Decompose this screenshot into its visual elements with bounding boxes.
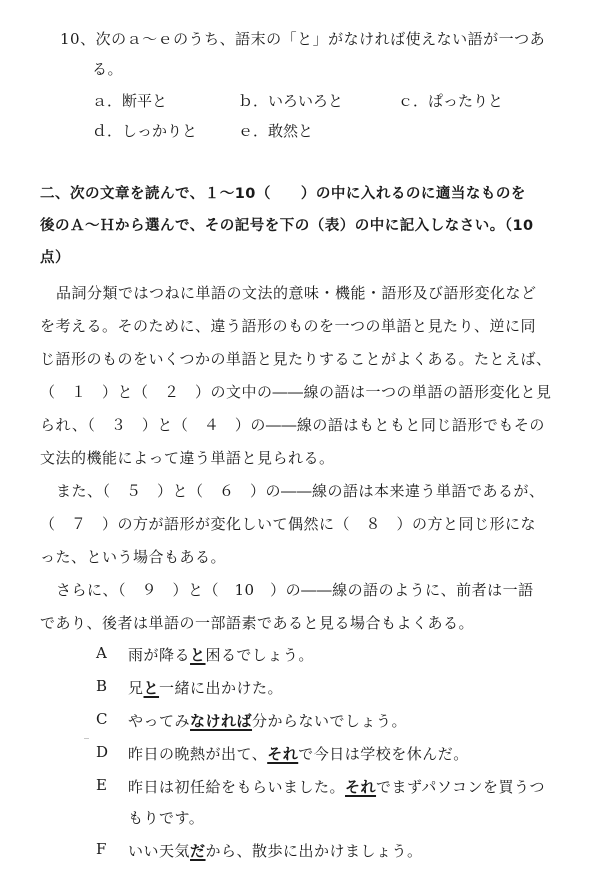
scan-mark: ‾: [84, 738, 89, 749]
example-e-pre: 昨日は初任給をもらいました。: [128, 778, 346, 796]
paragraph-2-line-3: った、という場合もある。: [40, 548, 227, 566]
example-b-underlined: と: [143, 679, 160, 697]
paragraph-2-line-1: また、（ ５ ）と（ ６ ）の――線の語は本来違う単語であるが、: [56, 482, 545, 500]
section2-instruction-line-3: 点）: [40, 250, 70, 266]
q10-line-1: 10、次のａ～ｅのうち、語末の「と」がなければ使えない語が一つあ: [60, 30, 546, 48]
example-d-underlined: それ: [267, 745, 299, 763]
example-a-sentence: [128, 644, 314, 665]
example-c-sentence: [128, 710, 407, 731]
example-f-pre: いい天気: [128, 842, 191, 860]
example-e-continuation: もりです。: [128, 809, 205, 827]
example-b-sentence: [128, 677, 283, 698]
example-d-sentence: [128, 743, 469, 764]
example-d-post: で今日は学校を休んだ。: [298, 745, 469, 763]
paragraph-2-line-2: （ ７ ）の方が語形が変化しいて偶然に（ ８ ）の方と同じ形にな: [40, 515, 537, 533]
example-a-pre: 雨が降る: [128, 646, 191, 664]
example-b-post: 一緒に出かけた。: [159, 679, 284, 697]
example-d-pre: 昨日の晩熱が出て、: [128, 745, 268, 763]
example-c-letter: C: [96, 710, 108, 728]
paragraph-1-line-5: られ、（ ３ ）と（ ４ ）の――線の語はもともと同じ語形でもその: [40, 416, 545, 434]
example-b-letter: B: [96, 677, 108, 695]
example-e-sentence: [128, 776, 545, 797]
example-c-underlined: なければ: [190, 712, 253, 730]
paragraph-1-line-1: 品詞分類ではつねに単語の文法的意味・機能・語形及び語形変化など: [56, 284, 537, 302]
example-f-post: から、散歩に出かけましょう。: [205, 842, 423, 860]
q10-option-d: ｄ．しっかりと: [92, 122, 198, 140]
q10-option-a: ａ．断平と: [92, 92, 168, 110]
section2-instruction-line-2: 後のＡ～Ｈから選んで、その記号を下の（表）の中に記入しなさい。（10: [40, 218, 534, 234]
paragraph-1-line-3: じ語形のものをいくつかの単語と見たりすることがよくある。たとえば、: [40, 350, 552, 368]
example-e-underlined: それ: [345, 778, 377, 796]
q10-option-b: ｂ．いろいろと: [238, 92, 344, 110]
example-a-letter: A: [96, 644, 107, 662]
example-b-pre: 兄: [128, 679, 144, 697]
paragraph-1-line-6: 文法的機能によって違う単語と見られる。: [40, 449, 335, 467]
section2-instruction-line-1: 二、次の文章を読んで、１～10（ ）の中に入れるのに適当なものを: [40, 186, 526, 202]
example-e-letter: E: [96, 776, 107, 794]
example-f-letter: F: [96, 840, 107, 858]
example-c-post: 分からないでしょう。: [252, 712, 408, 730]
example-d-letter: D: [96, 743, 109, 761]
paragraph-1-line-4: （ １ ）と（ ２ ）の文中の――線の語は一つの単語の語形変化と見: [40, 383, 552, 401]
example-a-underlined: と: [190, 646, 206, 664]
example-f-underlined: だ: [190, 842, 206, 860]
q10-option-c: ｃ．ぱったりと: [398, 92, 504, 110]
example-f-sentence: [128, 840, 423, 861]
paragraph-1-line-2: を考える。そのために、違う語形のものを一つの単語と見たり、逆に同: [40, 317, 537, 335]
example-c-pre: やってみ: [128, 712, 191, 730]
paragraph-3-line-1: さらに、（ ９ ）と（ 10 ）の――線の語のように、前者は一語: [56, 581, 534, 599]
paragraph-3-line-2: であり、後者は単語の一部語素であると見る場合もよくある。: [40, 614, 475, 632]
q10-line-2: る。: [92, 60, 124, 78]
example-e-post: でまずパソコンを買うつ: [376, 778, 546, 796]
q10-option-e: ｅ．敢然と: [238, 122, 314, 140]
example-a-post: 困るでしょう。: [205, 646, 314, 664]
